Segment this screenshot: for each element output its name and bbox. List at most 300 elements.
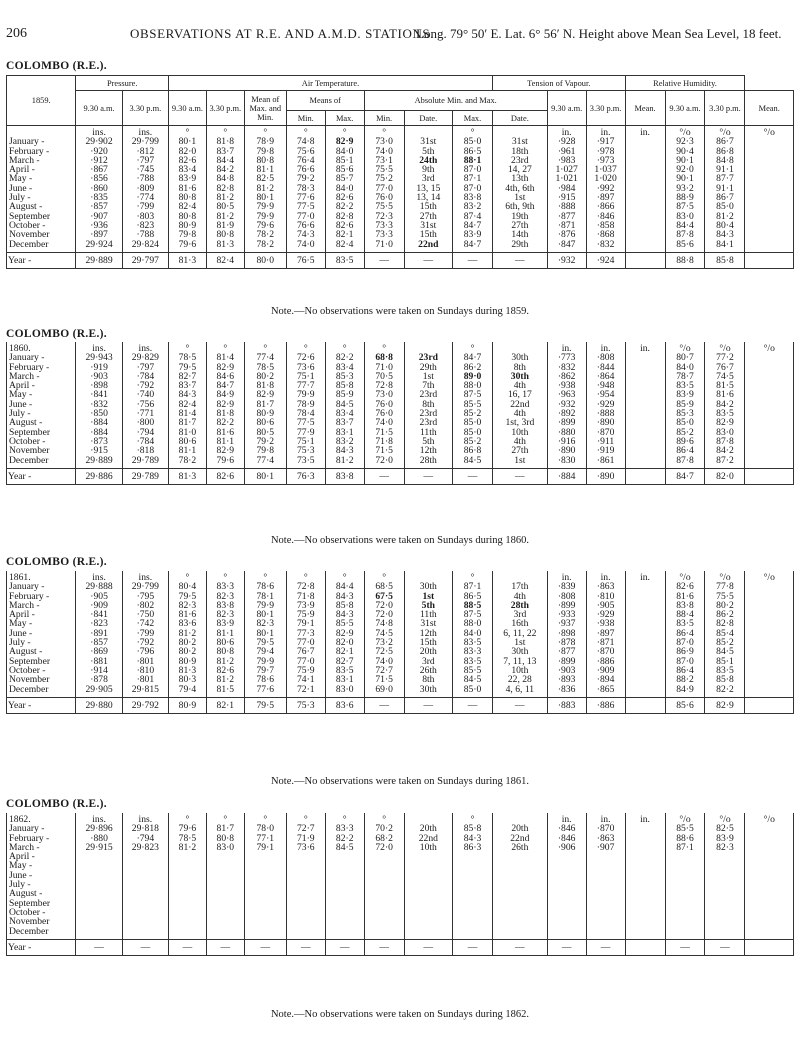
data-cell: 86·5 xyxy=(453,147,493,156)
year-cell: — xyxy=(586,939,625,955)
location-line: Long. 79° 50′ E. Lat. 6° 56′ N. Height above Mean Sea Level, 18 feet. xyxy=(416,26,782,41)
data-cell: 73·6 xyxy=(286,843,325,852)
data-cell: 80·8 xyxy=(206,834,244,843)
data-cell xyxy=(453,908,493,917)
month-label: May - xyxy=(7,619,76,628)
table-row xyxy=(7,137,794,146)
data-cell: 1st xyxy=(493,456,548,469)
data-cell: 71·5 xyxy=(364,675,404,684)
data-cell xyxy=(286,880,325,889)
year-cell: 88·8 xyxy=(665,252,705,268)
unit-cell: ° xyxy=(325,813,364,824)
data-cell xyxy=(705,889,745,898)
year-cell: — xyxy=(404,468,452,484)
year-cell: — xyxy=(76,939,122,955)
col-930: 9.30 a.m. xyxy=(547,91,586,126)
data-cell: ·884 xyxy=(76,418,122,427)
data-cell xyxy=(665,871,705,880)
data-cell: 15th xyxy=(404,230,452,239)
data-cell: 26th xyxy=(404,666,452,675)
table-row xyxy=(7,418,794,427)
table-row xyxy=(7,400,794,409)
data-cell: 85·3 xyxy=(665,409,705,418)
data-cell: ·810 xyxy=(586,592,625,601)
data-cell: 84·2 xyxy=(206,165,244,174)
unit-cell xyxy=(404,342,452,353)
year-cell: — xyxy=(364,697,404,713)
data-cell: 83·0 xyxy=(705,428,745,437)
data-cell xyxy=(286,908,325,917)
data-cell: 88·0 xyxy=(453,381,493,390)
data-cell: 89·6 xyxy=(665,437,705,446)
data-cell: ·863 xyxy=(586,834,625,843)
means-of-heading: Means of xyxy=(286,91,364,111)
data-cell: ·917 xyxy=(586,137,625,146)
data-cell xyxy=(493,871,548,880)
data-cell: 75·1 xyxy=(286,437,325,446)
data-cell: 81·5 xyxy=(705,381,745,390)
unit-cell: ins. xyxy=(122,342,168,353)
data-cell: 78·2 xyxy=(169,456,207,469)
data-cell xyxy=(122,899,168,908)
data-cell: 83·7 xyxy=(169,381,207,390)
data-cell xyxy=(745,147,794,156)
data-cell: 82·9 xyxy=(244,390,286,399)
table-row xyxy=(7,353,794,362)
data-cell: 83·2 xyxy=(453,202,493,211)
data-cell: 77·5 xyxy=(286,202,325,211)
data-cell: 81·2 xyxy=(705,212,745,221)
data-cell: 23rd xyxy=(493,156,548,165)
year-cell: 83·6 xyxy=(325,697,364,713)
station-label: COLOMBO (R.E.). xyxy=(6,60,107,72)
data-cell: 74·5 xyxy=(364,629,404,638)
month-label: March - xyxy=(7,156,76,165)
data-cell: 30th xyxy=(493,353,548,362)
data-cell xyxy=(625,852,665,861)
data-cell xyxy=(404,880,452,889)
data-cell: 88·4 xyxy=(665,610,705,619)
data-cell: 75·5 xyxy=(705,592,745,601)
data-cell: 75·3 xyxy=(286,446,325,455)
data-cell: 81·7 xyxy=(244,400,286,409)
data-cell: 72·8 xyxy=(286,582,325,591)
data-cell: 69·0 xyxy=(364,685,404,698)
data-cell: 29·824 xyxy=(122,240,168,253)
data-cell: 29·896 xyxy=(76,824,122,833)
data-cell: 82·8 xyxy=(705,619,745,628)
data-cell xyxy=(122,917,168,926)
data-cell xyxy=(745,428,794,437)
unit-cell: in. xyxy=(625,813,665,824)
data-cell: 82·8 xyxy=(325,212,364,221)
year-summary-row xyxy=(7,697,794,713)
month-label: March - xyxy=(7,843,76,852)
data-cell: 81·2 xyxy=(206,675,244,684)
data-cell xyxy=(745,390,794,399)
data-cell xyxy=(547,927,586,940)
data-cell xyxy=(745,137,794,146)
data-cell xyxy=(625,212,665,221)
unit-cell: in. xyxy=(625,342,665,353)
data-cell: 71·9 xyxy=(286,834,325,843)
table-row xyxy=(7,843,794,852)
data-cell: 23rd xyxy=(404,418,452,427)
data-cell: 86·4 xyxy=(665,446,705,455)
data-cell xyxy=(745,619,794,628)
data-cell: 13, 14 xyxy=(404,193,452,202)
data-cell xyxy=(364,899,404,908)
data-cell: ·954 xyxy=(586,390,625,399)
col-330: 3.30 p.m. xyxy=(705,91,745,126)
data-cell: 82·2 xyxy=(325,202,364,211)
month-label: September xyxy=(7,657,76,666)
data-cell xyxy=(625,619,665,628)
tension-heading: Tension of Vapour. xyxy=(493,76,626,91)
data-cell xyxy=(745,908,794,917)
data-cell xyxy=(745,592,794,601)
data-cell: 86·4 xyxy=(665,666,705,675)
data-cell: ·803 xyxy=(122,212,168,221)
observations-table xyxy=(6,75,794,269)
data-cell: 77·0 xyxy=(286,212,325,221)
data-cell: ·961 xyxy=(547,147,586,156)
data-cell: ·891 xyxy=(76,629,122,638)
year-cell xyxy=(745,468,794,484)
data-cell xyxy=(169,917,207,926)
data-cell: ·801 xyxy=(122,657,168,666)
data-cell xyxy=(76,908,122,917)
data-cell: 30th xyxy=(493,647,548,656)
data-cell: 83·1 xyxy=(325,428,364,437)
data-cell: 74·5 xyxy=(705,372,745,381)
data-cell: ·909 xyxy=(586,666,625,675)
data-cell: 83·9 xyxy=(169,174,207,183)
data-cell: 81·6 xyxy=(665,592,705,601)
year-cell: 83·5 xyxy=(325,252,364,268)
data-cell: 80·5 xyxy=(206,202,244,211)
data-cell xyxy=(625,871,665,880)
data-cell: 80·1 xyxy=(169,137,207,146)
data-cell: ·899 xyxy=(547,657,586,666)
data-cell: 12th xyxy=(404,629,452,638)
data-cell: 76·0 xyxy=(364,409,404,418)
unit-cell: °/o xyxy=(665,571,705,582)
data-cell: 5th xyxy=(404,147,452,156)
data-cell: 72·1 xyxy=(286,685,325,698)
year-summary-row xyxy=(7,939,794,955)
data-cell: 85·0 xyxy=(453,685,493,698)
data-cell xyxy=(364,917,404,926)
data-cell: 79·1 xyxy=(286,619,325,628)
data-cell: 83·0 xyxy=(325,685,364,698)
data-cell: ·906 xyxy=(547,843,586,852)
data-cell: 73·1 xyxy=(364,156,404,165)
data-cell: 81·6 xyxy=(206,428,244,437)
data-cell xyxy=(745,657,794,666)
data-cell: 29·823 xyxy=(122,843,168,852)
data-cell: 28th xyxy=(404,456,452,469)
station-label: COLOMBO (R.E.). xyxy=(6,798,107,810)
data-cell xyxy=(625,899,665,908)
table-row xyxy=(7,601,794,610)
month-label: July - xyxy=(7,409,76,418)
year-cell: 80·0 xyxy=(244,252,286,268)
data-cell: 82·9 xyxy=(206,363,244,372)
data-cell xyxy=(547,908,586,917)
data-cell: 82·6 xyxy=(665,582,705,591)
data-cell: 79·6 xyxy=(206,456,244,469)
data-cell xyxy=(586,880,625,889)
data-cell xyxy=(206,927,244,940)
month-label: December xyxy=(7,927,76,940)
year-cell: 29·886 xyxy=(76,468,122,484)
data-cell: 84·3 xyxy=(325,610,364,619)
data-cell: 81·1 xyxy=(244,165,286,174)
data-cell: ·878 xyxy=(76,675,122,684)
month-label: December xyxy=(7,240,76,253)
data-cell xyxy=(169,927,207,940)
data-cell: 84·0 xyxy=(325,147,364,156)
data-cell: 29·829 xyxy=(122,353,168,362)
data-cell xyxy=(625,456,665,469)
data-cell xyxy=(745,156,794,165)
data-cell: 85·1 xyxy=(325,156,364,165)
data-cell: ·948 xyxy=(586,381,625,390)
unit-cell: °/o xyxy=(665,342,705,353)
data-cell: ·810 xyxy=(122,666,168,675)
data-cell: ·920 xyxy=(76,147,122,156)
data-cell: 82·5 xyxy=(705,824,745,833)
data-cell xyxy=(169,880,207,889)
data-cell: 77·2 xyxy=(705,353,745,362)
data-cell: 8th xyxy=(404,400,452,409)
data-cell xyxy=(625,880,665,889)
data-cell: 14, 27 xyxy=(493,165,548,174)
year-cell: 82·6 xyxy=(206,468,244,484)
data-cell xyxy=(453,927,493,940)
data-cell xyxy=(286,861,325,870)
data-cell: 90·1 xyxy=(665,174,705,183)
data-cell xyxy=(665,927,705,940)
data-cell xyxy=(625,221,665,230)
month-label: February - xyxy=(7,147,76,156)
data-cell: ·898 xyxy=(547,629,586,638)
data-cell: 80·9 xyxy=(169,657,207,666)
month-label: December xyxy=(7,685,76,698)
data-cell xyxy=(705,917,745,926)
data-cell: ·788 xyxy=(122,230,168,239)
year-cell: 82·4 xyxy=(206,252,244,268)
data-cell: 83·9 xyxy=(453,230,493,239)
data-cell: 80·6 xyxy=(244,418,286,427)
data-cell: 85·6 xyxy=(665,240,705,253)
year-cell: — xyxy=(206,939,244,955)
data-cell xyxy=(745,675,794,684)
data-cell: 81·4 xyxy=(169,409,207,418)
unit-cell: ° xyxy=(169,813,207,824)
data-cell: 67·5 xyxy=(364,592,404,601)
data-cell xyxy=(325,889,364,898)
data-cell: 83·7 xyxy=(325,418,364,427)
data-cell xyxy=(745,917,794,926)
table-row xyxy=(7,647,794,656)
col-930: 9.30 a.m. xyxy=(76,91,122,126)
data-cell: ·992 xyxy=(586,184,625,193)
data-cell: ·812 xyxy=(122,147,168,156)
data-cell xyxy=(745,647,794,656)
year-cell: — xyxy=(404,252,452,268)
data-cell xyxy=(244,880,286,889)
unit-cell: ins. xyxy=(122,126,168,138)
data-cell: 85·5 xyxy=(453,400,493,409)
data-cell xyxy=(547,852,586,861)
data-cell: 92·0 xyxy=(665,165,705,174)
data-cell xyxy=(206,880,244,889)
data-cell xyxy=(705,861,745,870)
data-cell: 83·0 xyxy=(665,212,705,221)
data-cell: ·784 xyxy=(122,372,168,381)
col-mean-max-min: Mean of Max. and Min. xyxy=(244,91,286,126)
data-cell xyxy=(586,927,625,940)
month-label: February - xyxy=(7,363,76,372)
data-cell: 9th xyxy=(404,165,452,174)
table-row xyxy=(7,889,794,898)
data-cell: 71·0 xyxy=(364,363,404,372)
month-label: July - xyxy=(7,638,76,647)
data-cell: 80·1 xyxy=(244,629,286,638)
data-cell: ·867 xyxy=(76,165,122,174)
data-cell: 80·4 xyxy=(169,582,207,591)
data-cell xyxy=(364,861,404,870)
data-cell xyxy=(244,899,286,908)
data-cell xyxy=(625,202,665,211)
data-cell: ·809 xyxy=(122,184,168,193)
data-cell: 84·0 xyxy=(453,629,493,638)
data-cell: 29·818 xyxy=(122,824,168,833)
data-cell: 79·6 xyxy=(169,824,207,833)
data-cell: 76·7 xyxy=(286,647,325,656)
data-cell: ·794 xyxy=(122,834,168,843)
data-cell: 81·2 xyxy=(206,193,244,202)
data-cell: 10th xyxy=(493,428,548,437)
table-row xyxy=(7,428,794,437)
data-cell xyxy=(453,899,493,908)
data-cell: 87·0 xyxy=(453,165,493,174)
data-cell xyxy=(586,852,625,861)
data-cell: ·911 xyxy=(586,437,625,446)
data-cell: 18th xyxy=(493,147,548,156)
data-cell xyxy=(705,899,745,908)
data-cell: 83·8 xyxy=(206,601,244,610)
data-cell: 1·020 xyxy=(586,174,625,183)
data-cell: 82·0 xyxy=(169,147,207,156)
data-cell: 82·4 xyxy=(325,240,364,253)
data-cell xyxy=(325,861,364,870)
year-cell: — xyxy=(453,939,493,955)
unit-cell: in. xyxy=(625,571,665,582)
data-cell: 85·5 xyxy=(453,666,493,675)
data-cell: ·876 xyxy=(547,230,586,239)
page-number: 206 xyxy=(6,26,27,41)
table-row xyxy=(7,409,794,418)
unit-cell: ° xyxy=(169,342,207,353)
col-930: 9.30 a.m. xyxy=(169,91,207,126)
year-cell: — xyxy=(493,252,548,268)
month-label: July - xyxy=(7,193,76,202)
data-cell: 85·2 xyxy=(453,437,493,446)
data-cell: 84·7 xyxy=(453,221,493,230)
data-cell xyxy=(586,908,625,917)
data-cell: 85·2 xyxy=(665,428,705,437)
data-cell: 74·0 xyxy=(364,147,404,156)
unit-cell xyxy=(493,571,548,582)
data-cell: 74·8 xyxy=(286,137,325,146)
data-cell: ·899 xyxy=(547,601,586,610)
data-cell xyxy=(122,908,168,917)
unit-cell: °/o xyxy=(705,813,745,824)
data-cell: 83·0 xyxy=(206,843,244,852)
data-cell xyxy=(404,889,452,898)
data-cell: 27th xyxy=(493,446,548,455)
data-cell: ·846 xyxy=(547,834,586,843)
year-cell: 83·8 xyxy=(325,468,364,484)
month-label: August - xyxy=(7,889,76,898)
col-930: 9.30 a.m. xyxy=(665,91,705,126)
data-cell: 82·6 xyxy=(169,156,207,165)
data-cell: 71·5 xyxy=(364,428,404,437)
data-cell: 84·3 xyxy=(325,592,364,601)
data-cell: ·929 xyxy=(586,400,625,409)
data-cell: 76·6 xyxy=(286,165,325,174)
data-cell: 87·0 xyxy=(453,184,493,193)
year-cell: — xyxy=(286,939,325,955)
data-cell: 79·5 xyxy=(169,592,207,601)
year-cell: 80·9 xyxy=(169,697,207,713)
data-cell xyxy=(705,871,745,880)
data-cell: 75·2 xyxy=(364,174,404,183)
data-cell: 72·0 xyxy=(364,843,404,852)
data-cell: 88·9 xyxy=(665,193,705,202)
data-cell xyxy=(169,889,207,898)
data-cell xyxy=(625,834,665,843)
table-row xyxy=(7,871,794,880)
data-cell: 84·3 xyxy=(705,230,745,239)
data-cell: 82·9 xyxy=(705,418,745,427)
data-cell: 86·2 xyxy=(705,610,745,619)
pressure-heading: Pressure. xyxy=(76,76,169,91)
unit-cell: ° xyxy=(325,342,364,353)
data-cell: 72·0 xyxy=(364,610,404,619)
data-cell: 86·3 xyxy=(453,843,493,852)
unit-cell: ° xyxy=(286,342,325,353)
data-cell: 84·1 xyxy=(705,240,745,253)
data-cell: ·868 xyxy=(586,230,625,239)
data-cell: 81·4 xyxy=(206,353,244,362)
data-cell: 86·2 xyxy=(453,363,493,372)
data-cell: 84·7 xyxy=(206,381,244,390)
data-cell: 79·6 xyxy=(244,221,286,230)
month-label: April - xyxy=(7,381,76,390)
data-cell xyxy=(206,899,244,908)
unit-cell: °/o xyxy=(705,126,745,138)
data-cell: 11th xyxy=(404,610,452,619)
data-cell: ·836 xyxy=(547,685,586,698)
data-cell xyxy=(625,861,665,870)
data-cell xyxy=(745,843,794,852)
month-label: October - xyxy=(7,908,76,917)
data-cell xyxy=(625,927,665,940)
